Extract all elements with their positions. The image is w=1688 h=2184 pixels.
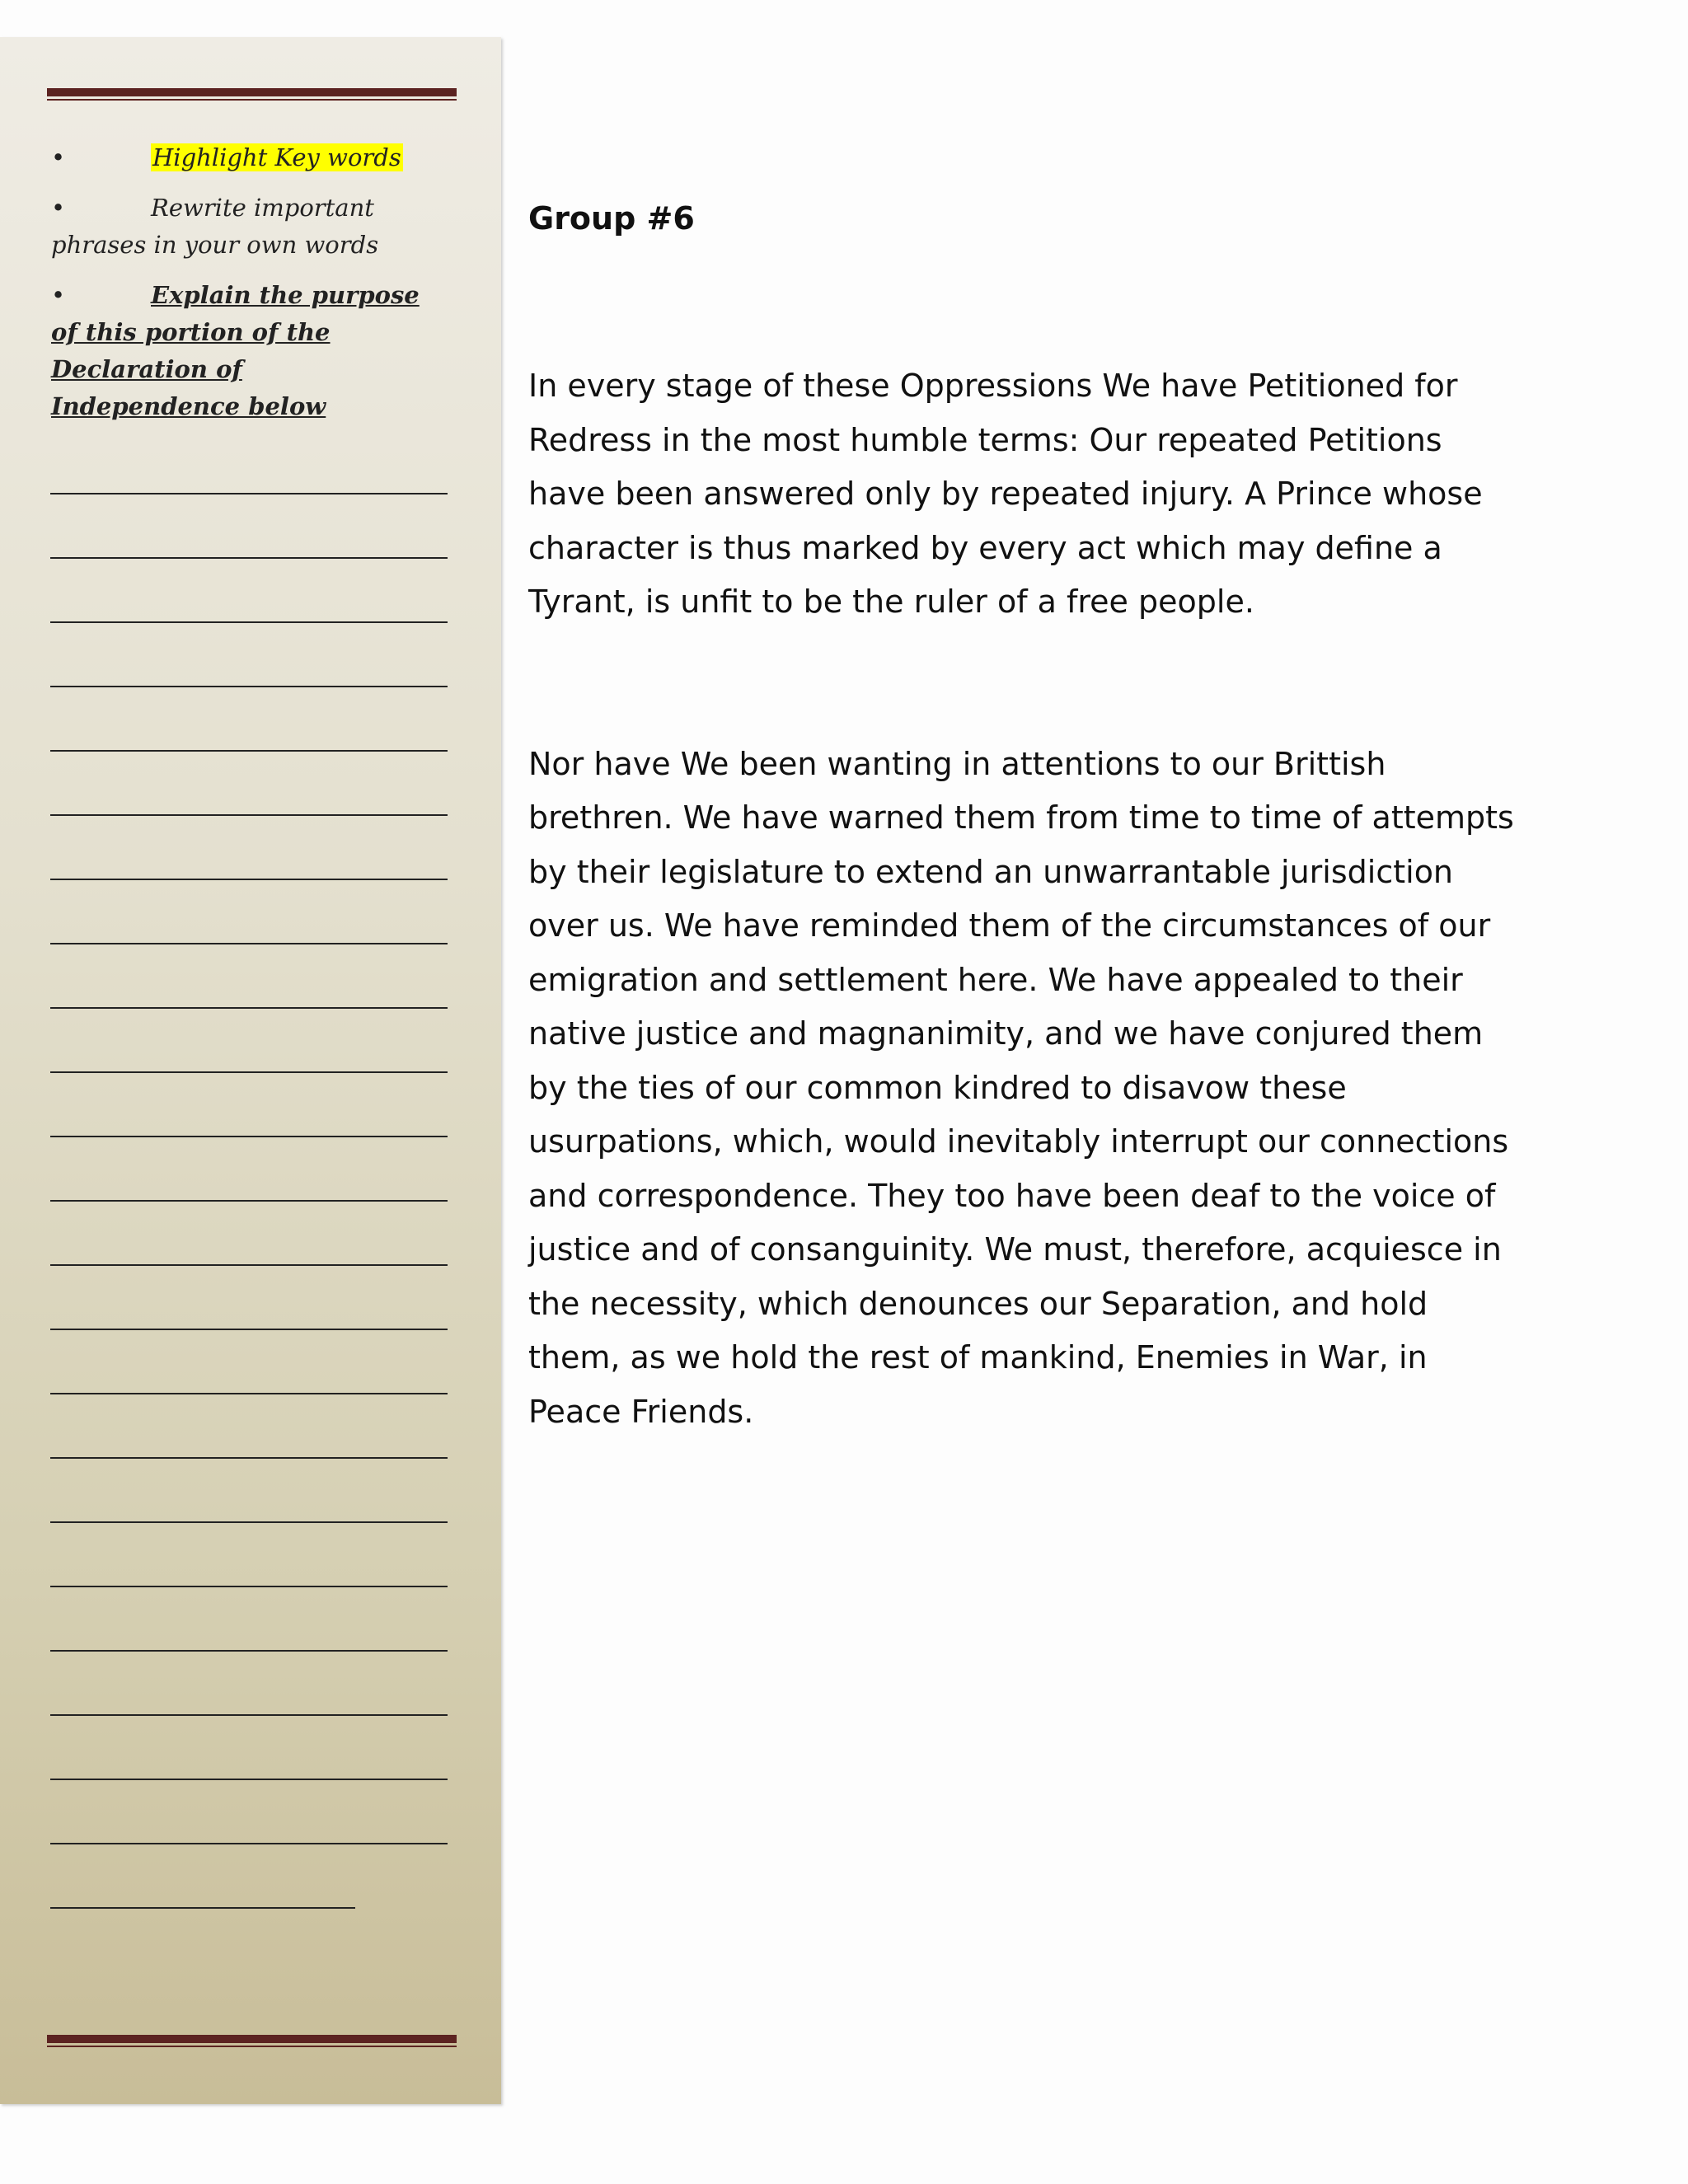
instruction-text-rewrite: Rewrite important phrases in your own words: [51, 194, 379, 259]
bullet-icon: •: [51, 143, 66, 171]
answer-line[interactable]: [50, 1136, 448, 1137]
answer-line[interactable]: [50, 1007, 448, 1009]
answer-line[interactable]: [50, 814, 448, 816]
answer-line[interactable]: [50, 1329, 448, 1330]
bottom-divider: [47, 2035, 457, 2047]
paragraph-petitions: In every stage of these Oppressions We have Petitioned for Redress in the most humble terms: Our repeated Petitions have been answered only by repeated injury. A Prince whose character is thus marked by every act which may define a Tyrant, is unfit to be the ruler of a free people.: [528, 368, 1483, 620]
answer-line[interactable]: [50, 1714, 448, 1716]
answer-line[interactable]: [50, 750, 448, 752]
answer-line[interactable]: [50, 557, 448, 559]
instruction-item-explain: [51, 277, 438, 425]
bullet-icon: •: [51, 194, 66, 222]
bullet-icon: •: [51, 281, 66, 309]
answer-line[interactable]: [50, 1264, 448, 1266]
instruction-item-rewrite: [51, 190, 438, 264]
sidebar-panel: [0, 37, 501, 2104]
answer-line[interactable]: [50, 879, 448, 880]
answer-lines[interactable]: [50, 493, 448, 1971]
page-title: Group #6: [528, 200, 695, 237]
answer-line[interactable]: [50, 1843, 448, 1844]
answer-line[interactable]: [50, 1650, 448, 1652]
answer-line[interactable]: [50, 943, 448, 944]
top-divider: [47, 88, 457, 101]
answer-line[interactable]: [50, 1907, 355, 1909]
answer-line[interactable]: [50, 1779, 448, 1780]
answer-line[interactable]: [50, 493, 448, 494]
answer-line[interactable]: [50, 686, 448, 687]
answer-line[interactable]: [50, 1071, 448, 1073]
instruction-item-highlight: [51, 139, 438, 176]
answer-line[interactable]: [50, 1457, 448, 1459]
answer-line[interactable]: [50, 1586, 448, 1587]
answer-line[interactable]: [50, 621, 448, 623]
answer-line[interactable]: [50, 1393, 448, 1394]
paragraph-brethren: Nor have We been wanting in attentions to our Brittish brethren. We have warned them from time to time of attempts by their legislature to extend an unwarrantable jurisdiction over us. We have reminded them of the circumstances of our emigration and settlement here. We have appealed to their native justice and magnanimity, and we have conjured them by the ties of our common kindred to disavow these usurpations, which, would inevitably interrupt our connections and correspondence. They too have been deaf to the voice of justice and of consanguinity. We must, therefore, acquiesce in the necessity, which denounces our Separation, and hold them, as we hold the rest of mankind, Enemies in War, in Peace Friends.: [528, 745, 1514, 1430]
answer-line[interactable]: [50, 1521, 448, 1523]
instruction-text-highlight: Highlight Key words: [152, 143, 401, 171]
instruction-list: [51, 139, 438, 438]
answer-line[interactable]: [50, 1200, 448, 1202]
main-content: [528, 198, 1517, 1439]
instruction-text-explain: Explain the purpose of this portion of the Declaration of Independence below: [51, 281, 420, 420]
